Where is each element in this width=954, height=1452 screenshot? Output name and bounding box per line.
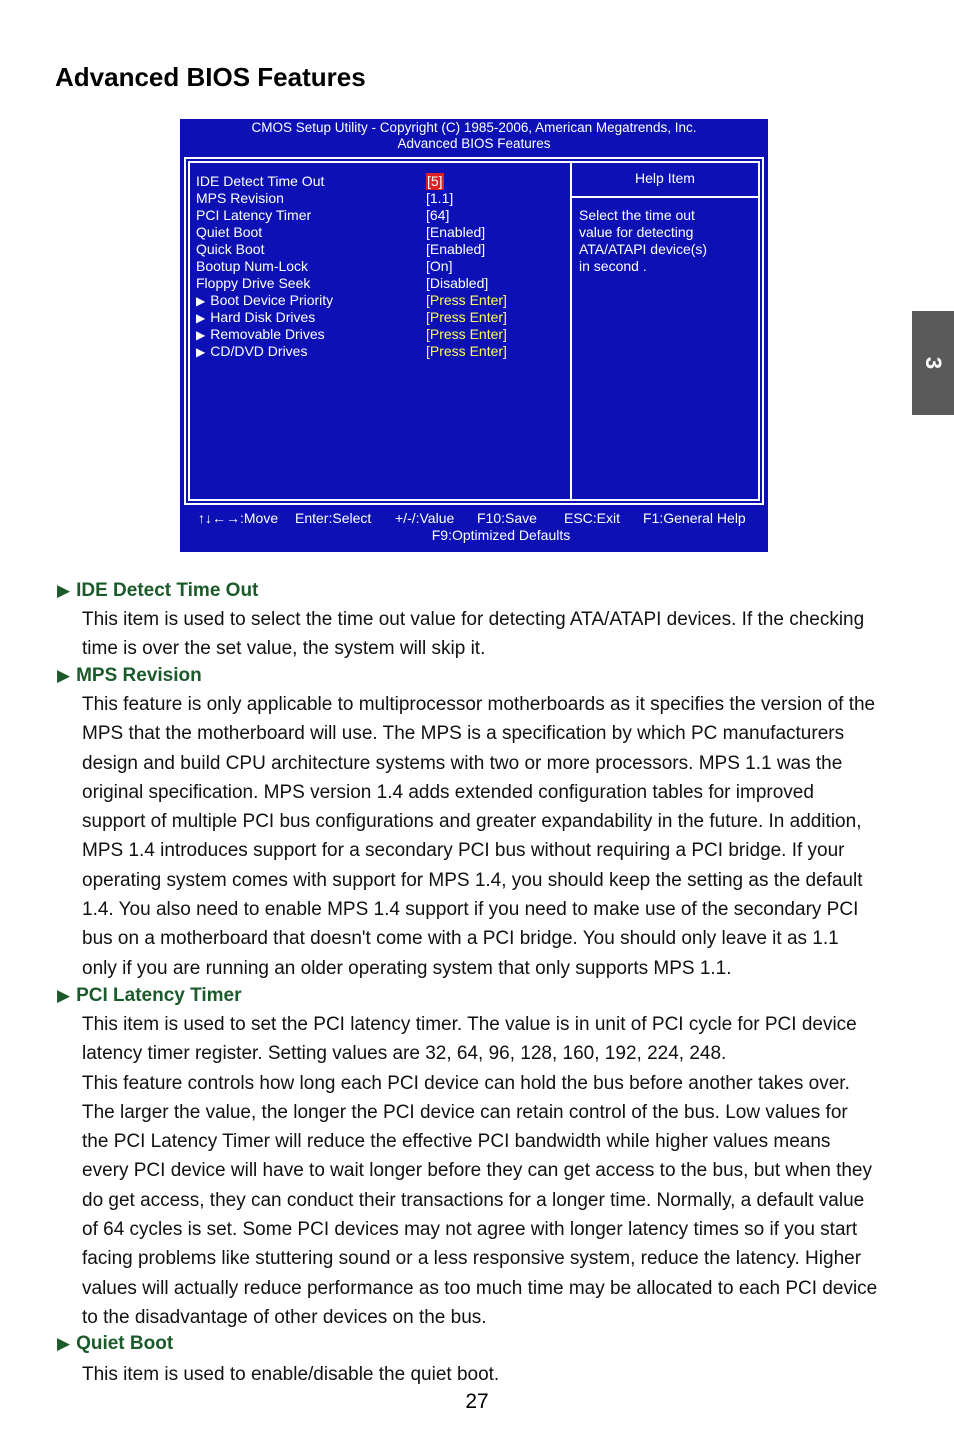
bullet-triangle-icon: ▶ — [57, 666, 71, 685]
section-body-pci-latency-timer — [82, 1010, 902, 1332]
bios-item-label: MPS Revision — [196, 190, 284, 206]
text-line: operating system comes with support for MPS 1.4, you should keep the setting as the default — [82, 869, 863, 891]
bullet-triangle-icon: ▶ — [57, 581, 71, 600]
bios-submenu-label-wrap — [196, 343, 307, 361]
page-number: 27 — [465, 1390, 489, 1413]
text-line: This item is used to enable/disable the quiet boot. — [82, 1364, 500, 1385]
text-line: every PCI device will have to wait longer before they can get access to the bus, but when they — [82, 1160, 872, 1182]
text-line: only if you are running an older operating system that only supports MPS 1.1. — [82, 957, 732, 979]
text-line: 1.4. You also need to enable MPS 1.4 support if you need to make use of the secondary PCI — [82, 899, 859, 921]
bios-screen-title: Advanced BIOS Features — [397, 136, 551, 151]
submenu-arrow-icon: ▶ — [196, 294, 206, 308]
chapter-number: 3 — [921, 356, 946, 370]
section-heading-text: MPS Revision — [76, 665, 202, 686]
bios-item-label: Floppy Drive Seek — [196, 275, 311, 291]
bios-inner-frame — [188, 161, 760, 501]
bios-item-value[interactable]: [Enabled] — [426, 224, 486, 240]
text-line: support of multiple PCI bus configurations and greater expandability in the future. In addition, — [82, 811, 862, 833]
bios-item-value[interactable]: [Enabled] — [426, 241, 486, 257]
text-line: do get access, they can conduct their transactions for a longer time. Normally, a default value — [82, 1189, 865, 1211]
submenu-arrow-icon: ▶ — [196, 328, 206, 342]
section-heading-mps-revision — [57, 665, 202, 687]
section-body-quiet-boot — [82, 1360, 902, 1389]
bios-item-value[interactable]: [Press Enter] — [426, 326, 507, 342]
text-line: to the disadvantage of other devices on the bus. — [82, 1306, 487, 1328]
key-select: Enter:Select — [295, 510, 372, 526]
text-line: The larger the value, the longer the PCI device can retain control of the bus. Low values for — [82, 1101, 848, 1123]
key-optimized-defaults: F9:Optimized Defaults — [431, 527, 571, 543]
help-line: in second . — [579, 258, 647, 274]
help-title: Help Item — [635, 170, 695, 186]
key-exit: ESC:Exit — [564, 510, 621, 526]
section-heading-quiet-boot — [57, 1333, 173, 1355]
bios-item-label: IDE Detect Time Out — [196, 173, 325, 189]
bios-submenu-label-wrap — [196, 309, 315, 327]
key-value: +/-/:Value — [395, 510, 455, 526]
bullet-triangle-icon: ▶ — [57, 1334, 71, 1353]
bios-item-value[interactable]: [5] — [427, 173, 443, 189]
bios-copyright: CMOS Setup Utility - Copyright (C) 1985-2006, American Megatrends, Inc. — [251, 120, 697, 135]
section-heading-pci-latency-timer — [57, 985, 242, 1007]
bios-item-label: Boot Device Priority — [210, 292, 334, 308]
text-line: design and build CPU architecture systems with two or more processors. MPS 1.1 was the — [82, 752, 843, 774]
help-text — [579, 207, 707, 275]
bios-submenu-label-wrap — [196, 292, 333, 310]
bios-item-label: Quick Boot — [196, 241, 265, 257]
text-line: MPS that the motherboard will use. The MPS is a specification by which PC manufacturers — [82, 723, 845, 745]
text-line: of 64 cycles is set. Some PCI devices may not agree with longer latency times so if you start — [82, 1219, 858, 1241]
bios-item-label: Hard Disk Drives — [210, 309, 316, 325]
text-line: This feature is only applicable to multiprocessor motherboards as it specifies the version of the — [82, 694, 876, 715]
bios-item-value[interactable]: [Press Enter] — [426, 309, 507, 325]
section-heading-text: IDE Detect Time Out — [76, 580, 259, 601]
text-line: time is over the set value, the system will skip it. — [82, 638, 486, 660]
key-general-help: F1:General Help — [643, 510, 746, 526]
bios-item-label: PCI Latency Timer — [196, 207, 312, 223]
help-line: ATA/ATAPI device(s) — [579, 241, 708, 257]
text-line: This feature controls how long each PCI device can hold the bus before another takes over. — [82, 1072, 850, 1094]
section-heading-ide-detect-time-out — [57, 580, 258, 602]
text-line: facing problems like stuttering sound or a less responsive system, reduce the latency. Higher — [82, 1248, 862, 1270]
bullet-triangle-icon: ▶ — [57, 986, 71, 1005]
section-heading-text: Quiet Boot — [76, 1333, 174, 1354]
submenu-arrow-icon: ▶ — [196, 311, 206, 325]
bios-item-value[interactable]: [64] — [426, 207, 450, 223]
bios-item-label: CD/DVD Drives — [210, 343, 308, 359]
help-line: value for detecting — [579, 224, 694, 240]
bios-frame — [184, 157, 764, 505]
text-line: This item is used to set the PCI latency timer. The value is in unit of PCI cycle for PCI device — [82, 1014, 857, 1035]
bios-item-value[interactable]: [Disabled] — [426, 275, 489, 291]
text-line: original specification. MPS version 1.4 adds extended configuration tables for improved — [82, 781, 814, 803]
key-save: F10:Save — [477, 510, 537, 526]
submenu-arrow-icon: ▶ — [196, 345, 206, 359]
key-move: ↑↓←→:Move — [198, 510, 279, 526]
text-line: bus on a motherboard that doesn't come with a PCI bridge. You should only leave it as 1.1 — [82, 928, 839, 950]
bios-screen — [180, 119, 768, 552]
text-line: the PCI Latency Timer will reduce the effective PCI bandwidth while higher values means — [82, 1131, 831, 1153]
chapter-tab — [912, 311, 954, 415]
section-heading-text: PCI Latency Timer — [76, 985, 242, 1006]
help-line: Select the time out — [579, 207, 695, 223]
bios-item-value[interactable]: [1.1] — [426, 190, 454, 206]
text-line: values will actually reduce performance as too much time may be allocated to each PCI device — [82, 1277, 878, 1299]
bios-item-value[interactable]: [Press Enter] — [426, 343, 507, 359]
section-body-ide-detect-time-out — [82, 605, 902, 664]
section-body-mps-revision — [82, 690, 902, 983]
bios-item-value[interactable]: [Press Enter] — [426, 292, 507, 308]
help-title-box — [572, 163, 758, 198]
text-line: latency timer register. Setting values are 32, 64, 96, 128, 160, 192, 224, 248. — [82, 1043, 727, 1065]
bios-divider — [570, 163, 572, 499]
bios-submenu-label-wrap — [196, 326, 325, 344]
text-line: This item is used to select the time out value for detecting ATA/ATAPI devices. If the checking — [82, 609, 865, 630]
bios-item-label: Bootup Num-Lock — [196, 258, 309, 274]
bios-item-label: Quiet Boot — [196, 224, 263, 240]
text-line: MPS 1.4 introduces support for a secondary PCI bus without requiring a PCI bridge. If your — [82, 840, 845, 862]
bios-item-value[interactable]: [On] — [426, 258, 453, 274]
page-title: Advanced BIOS Features — [55, 62, 366, 92]
bios-item-label: Removable Drives — [210, 326, 325, 342]
